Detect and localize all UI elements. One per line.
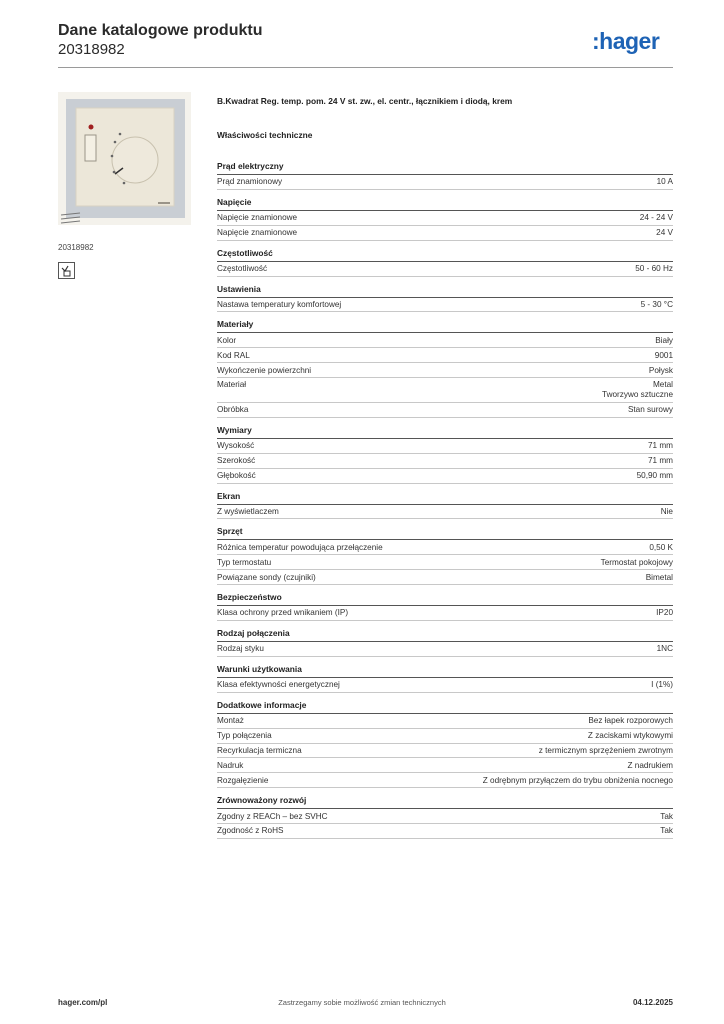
spec-label: Rodzaj styku [217,644,264,654]
spec-value-line: 9001 [654,350,673,360]
spec-value-line: Biały [655,335,673,345]
spec-row [217,678,673,693]
spec-label: Prąd znamionowy [217,177,283,187]
spec-row [217,758,673,773]
spec-value-line: Nie [660,506,673,516]
spec-value-line: 50,90 mm [636,470,673,480]
spec-value-line: Termostat pokojowy [600,557,673,567]
spec-row [217,348,673,363]
spec-row [217,809,673,824]
spec-value [641,300,673,310]
spec-value [637,471,673,481]
footer-date: 04.12.2025 [632,998,673,1007]
spec-value [657,644,673,654]
spec-value [656,228,673,238]
spec-value-line: 10 A [656,177,673,187]
spec-value-line: 0,50 K [649,542,673,552]
spec-value-line: 1NC [656,644,673,654]
spec-label: Nadruk [217,760,244,770]
spec-value-line: Metal [652,380,673,390]
spec-row [217,454,673,469]
spec-row [217,378,673,403]
spec-row [217,403,673,418]
section-title: Napięcie [217,197,673,211]
spec-value-line: Z odrębnym przyłączem do trybu obniżenia nocnego [482,775,673,785]
spec-label: Powiązane sondy (czujniki) [217,572,316,582]
spec-value [539,746,673,756]
spec-row [217,469,673,484]
spec-label: Szerokość [217,456,256,466]
spec-value-line: Stan surowy [627,405,673,415]
spec-row [217,333,673,348]
spec-label: Rozgałęzienie [217,775,269,785]
spec-label: Klasa efektywności energetycznej [217,680,340,690]
spec-value [635,264,673,274]
spec-value [646,573,673,583]
spec-value [661,507,673,517]
spec-sections [217,161,673,839]
spec-label: Klasa ochrony przed wnikaniem (IP) [217,608,349,618]
section-title: Bezpieczeństwo [217,592,673,606]
spec-row [217,540,673,555]
section-title: Zrównoważony rozwój [217,795,673,809]
spec-value-line: Tak [660,811,673,821]
spec-label: Nastawa temperatury komfortowej [217,299,342,309]
spec-value-line: Tworzywo sztuczne [602,390,673,400]
spec-value-line: Bez łapek rozporowych [588,716,673,726]
spec-value [660,812,673,822]
spec-value [656,608,673,618]
spec-label: Montaż [217,716,244,726]
spec-value-line: Połysk [648,365,673,375]
technical-properties-heading: Właściwości techniczne [217,130,313,140]
spec-value-line: 5 - 30 °C [640,299,673,309]
spec-value [627,761,673,771]
spec-value [483,776,673,786]
spec-row [217,773,673,788]
spec-label: Wysokość [217,441,255,451]
section-title: Wymiary [217,425,673,439]
spec-row [217,505,673,520]
section-title: Materiały [217,319,673,333]
spec-value-line: Tak [660,826,673,836]
spec-value-line: I (1%) [651,680,673,690]
header-divider [58,67,673,68]
spec-value-line: 50 - 60 Hz [635,263,673,273]
spec-row [217,570,673,585]
thermostat-image [58,92,191,225]
spec-value [628,405,673,415]
spec-value [602,380,673,400]
spec-row [217,226,673,241]
section-title: Dodatkowe informacje [217,700,673,714]
spec-row [217,744,673,759]
footer-website[interactable]: hager.com/pl [58,998,108,1007]
product-code-caption: 20318982 [58,243,94,252]
spec-value [601,558,673,568]
spec-value [655,351,673,361]
spec-label: Wykończenie powierzchni [217,365,312,375]
spec-label: Typ połączenia [217,731,272,740]
spec-label: Z wyświetlaczem [217,506,279,516]
spec-label: Różnica temperatur powodująca przełączenie [217,542,383,552]
spec-row [217,298,673,313]
spec-label: Kod RAL [217,350,250,360]
spec-row [217,729,673,744]
spec-value [640,213,673,223]
spec-label: Kolor [217,335,237,345]
spec-label: Głębokość [217,470,256,480]
section-title: Częstotliwość [217,248,673,262]
spec-row [217,824,673,839]
spec-value-line: 24 V [656,228,673,238]
spec-value [648,441,673,451]
hager-logo: :hager [592,28,660,54]
footer-disclaimer: Zastrzegamy sobie możliwość zmian technicznych [278,998,446,1007]
section-title: Ekran [217,491,673,505]
spec-row [217,262,673,277]
spec-label: Zgodność z RoHS [217,826,284,836]
spec-value-line: IP20 [656,608,673,618]
spec-row [217,175,673,190]
section-title: Rodzaj połączenia [217,628,673,642]
spec-value [649,366,673,376]
spec-row [217,211,673,226]
section-title: Sprzęt [217,526,673,540]
section-title: Ustawienia [217,284,673,298]
spec-row [217,555,673,570]
spec-value [588,731,673,741]
spec-value [657,177,673,187]
spec-label: Recyrkulacja termiczna [217,745,302,755]
spec-value-line: z termicznym sprzężeniem zwrotnym [538,745,673,755]
spec-value-line: 71 mm [647,441,673,451]
spec-value-line: Z zaciskami wtykowymi [587,731,673,740]
spec-value-line: 24 - 24 V [639,213,673,223]
spec-row [217,606,673,621]
spec-row [217,363,673,378]
spec-value [588,716,673,726]
spec-label: Typ termostatu [217,557,272,567]
spec-value [649,543,673,553]
spec-value [655,336,673,346]
spec-label: Napięcie znamionowe [217,213,298,223]
document-title: Dane katalogowe produktu [58,22,263,39]
spec-content [217,95,673,839]
spec-value-line: Bimetal [645,572,673,582]
spec-label: Materiał [217,380,247,390]
spec-value [648,456,673,466]
spec-row [217,714,673,729]
package-icon [58,262,75,279]
spec-value-line: 71 mm [647,456,673,466]
spec-value-line: Z nadrukiem [627,760,673,770]
spec-label: Zgodny z REACh – bez SVHC [217,811,328,821]
spec-row [217,642,673,657]
spec-label: Napięcie znamionowe [217,228,298,238]
spec-row [217,439,673,454]
product-title: B.Kwadrat Reg. temp. pom. 24 V st. zw., el. centr., łącznikiem i diodą, krem [217,96,513,106]
spec-value [651,680,673,690]
product-number: 20318982 [58,41,125,58]
spec-label: Częstotliwość [217,263,268,273]
section-title: Warunki użytkowania [217,664,673,678]
section-title: Prąd elektryczny [217,161,673,175]
spec-value [660,826,673,836]
spec-label: Obróbka [217,405,249,415]
